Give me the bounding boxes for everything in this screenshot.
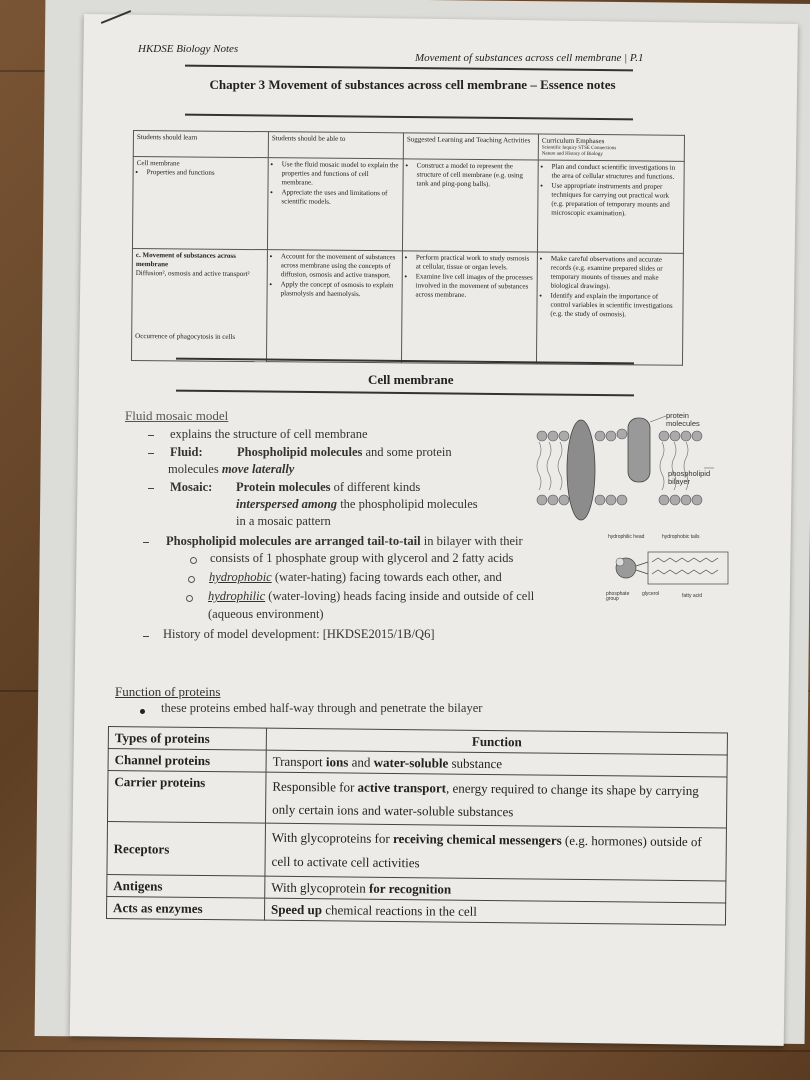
bold-italic-text: move laterally xyxy=(221,462,295,476)
phospholipid-molecule-diagram xyxy=(606,546,734,596)
text-line xyxy=(209,569,502,586)
text-line xyxy=(166,533,523,550)
text-span: in bilayer with their xyxy=(420,534,523,548)
bullet-dot xyxy=(140,709,145,714)
circle-bullet xyxy=(190,557,197,564)
text-line xyxy=(168,461,294,478)
text-span: , energy required to change its shape by carrying only certain ions and water-soluble substances xyxy=(272,780,699,820)
bold-text: Speed up xyxy=(271,901,323,918)
list-item: • Use appropriate instruments and proper techniques for carrying out practical work (e.g. preparation of temporary mounts and microscopic examination). xyxy=(551,182,680,219)
glycerol-label: glycerol xyxy=(642,591,660,597)
chapter-title: Chapter 3 Movement of substances across cell membrane – Essence notes xyxy=(209,77,616,92)
text-line: in a mosaic pattern xyxy=(236,514,331,528)
underlined-term: hydrophobic xyxy=(209,570,272,584)
curriculum-cell xyxy=(266,250,402,363)
table-row xyxy=(107,771,727,828)
bold-text: Phospholipid molecules are arranged tail-to-tail xyxy=(166,534,421,548)
history-text: History of model development: [HKDSE2015/1B/Q6] xyxy=(163,627,435,641)
bold-text: for recognition xyxy=(368,880,452,897)
proteins-bullet-text: these proteins embed half-way through and penetrate the bilayer xyxy=(161,701,483,715)
table-header: Types of proteins xyxy=(108,727,266,751)
bold-text: active transport xyxy=(357,779,447,796)
protein-type: Receptors xyxy=(107,822,266,877)
bold-text: ions xyxy=(325,754,349,770)
dash-bullet xyxy=(148,435,154,436)
fatty-acid-label: fatty acid xyxy=(682,593,703,599)
list-item: • Account for the movement of substances across membrane using the concepts of diffusion, osmosis and active transport. xyxy=(281,252,399,280)
protein-type: Carrier proteins xyxy=(107,771,266,824)
text-span: and xyxy=(348,754,374,770)
text-line xyxy=(170,479,212,496)
hydrophilic-head-label: hydrophilic head xyxy=(608,534,645,540)
table-header: Function xyxy=(266,728,727,755)
fluid-mosaic-title: Fluid mosaic model xyxy=(125,408,229,423)
curriculum-cell xyxy=(537,160,684,253)
curriculum-cell xyxy=(401,251,537,364)
protein-type: Acts as enzymes xyxy=(106,896,264,920)
cell-text: Occurrence of phagocytosis in cells xyxy=(135,332,236,341)
text-line xyxy=(170,444,203,461)
cell-title: Cell membrane xyxy=(136,159,180,168)
text-line: (aqueous environment) xyxy=(208,607,324,621)
phosphate-group-label: phosphate group xyxy=(606,591,630,602)
table-row xyxy=(107,822,727,881)
bold-text: Phospholipid molecules xyxy=(237,445,363,459)
text-line xyxy=(236,479,420,496)
cell-text: Diffusion², osmosis and active transport² xyxy=(135,269,250,279)
curriculum-cell xyxy=(132,157,268,250)
protein-function xyxy=(264,898,725,925)
text-span: the phospholipid molecules xyxy=(337,497,478,511)
text-line xyxy=(237,444,452,461)
bold-text: water-soluble xyxy=(373,754,449,771)
text-line: explains the structure of cell membrane xyxy=(170,427,368,441)
title-rule xyxy=(185,114,633,121)
text-line xyxy=(236,496,478,513)
text-span: molecules xyxy=(168,462,222,476)
header-right: Movement of substances across cell membrane | P.1 xyxy=(415,52,644,64)
protein-type: Antigens xyxy=(107,874,265,898)
list-item: • Properties and functions xyxy=(147,168,265,178)
list-item: • Construct a model to represent the structure of cell membrane (e.g. using tank and ping-pong balls). xyxy=(417,161,535,189)
curriculum-cell xyxy=(402,159,538,252)
curriculum-header: Students should be able to xyxy=(268,132,403,159)
dash-bullet xyxy=(143,636,149,637)
function-of-proteins-title: Function of proteins xyxy=(115,684,221,699)
text-span: With glycoproteins for xyxy=(271,829,394,846)
text-span: chemical reactions in the cell xyxy=(321,902,477,919)
text-span: (water-hating) facing towards each other, and xyxy=(271,570,502,584)
list-item: • Apply the concept of osmosis to explain plasmolysis and haemolysis. xyxy=(281,280,399,299)
protein-molecules-label: protein molecules xyxy=(666,411,700,428)
curriculum-cell xyxy=(131,248,267,361)
proteins-table xyxy=(106,726,728,925)
section-title-cell-membrane: Cell membrane xyxy=(368,372,454,387)
underlined-term: hydrophilic xyxy=(208,589,266,603)
list-item: • Use the fluid mosaic model to explain the properties and functions of cell membrane. xyxy=(282,160,400,188)
protein-function xyxy=(265,772,727,828)
legend-text: Nature and History of Biology xyxy=(541,151,603,158)
section-rule xyxy=(176,390,634,397)
bold-text: receiving chemical messengers xyxy=(392,830,562,848)
curriculum-cell xyxy=(267,158,403,251)
bold-italic-text: interspersed among xyxy=(236,497,338,511)
list-item: • Identify and explain the importance of control variables in scientific investigations (e.g. the study of osmosis). xyxy=(550,292,679,320)
curriculum-header-text: Curriculum Emphases xyxy=(541,136,605,146)
dash-bullet xyxy=(143,542,149,543)
dash-bullet xyxy=(148,488,154,489)
dash-bullet xyxy=(148,453,154,454)
list-item: • Make careful observations and accurate records (e.g. examine prepared slides or temporary mounts of tissues and make biological drawings). xyxy=(551,255,680,292)
text-span: substance xyxy=(448,755,503,772)
text-span: (e.g. hormones) outside of cell to activate cell activities xyxy=(271,832,702,871)
circle-bullet xyxy=(188,576,195,583)
phospholipid-bilayer-label: phospholipid bilayer xyxy=(668,469,711,486)
curriculum-cell xyxy=(536,252,683,365)
text-span: and some protein xyxy=(362,445,452,459)
text-span: Responsible for xyxy=(272,778,358,795)
legend-text: Scientific Inquiry STSE Connections xyxy=(541,145,617,152)
text-span: (water-loving) heads facing inside and outside of cell xyxy=(265,589,535,603)
cell-title: c. Movement of substances across membrane xyxy=(135,251,236,269)
text-span: Transport xyxy=(272,753,327,770)
protein-function xyxy=(265,823,727,881)
list-item: • Plan and conduct scientific investigations in the area of cellular structures and functions. xyxy=(552,163,681,182)
text-span: With glycoprotein xyxy=(271,879,370,896)
curriculum-table xyxy=(131,130,685,366)
label-mosaic: Mosaic: xyxy=(170,480,213,494)
hydrophobic-tails-label: hydrophobic tails xyxy=(662,534,700,540)
list-item: • Appreciate the uses and limitations of scientific models. xyxy=(281,188,399,207)
curriculum-header xyxy=(538,134,684,161)
curriculum-header: Suggested Learning and Teaching Activities xyxy=(403,133,538,160)
label-fluid: Fluid: xyxy=(170,445,203,459)
circle-bullet xyxy=(186,595,193,602)
header-left: HKDSE Biology Notes xyxy=(138,43,239,55)
bold-text: Protein molecules xyxy=(236,480,331,494)
protein-type: Channel proteins xyxy=(108,749,266,773)
header-rule xyxy=(185,65,633,72)
text-line: consists of 1 phosphate group with glycerol and 2 fatty acids xyxy=(210,551,514,565)
curriculum-header: Students should learn xyxy=(133,131,268,158)
text-span: of different kinds xyxy=(330,480,421,494)
list-item: • Examine live cell images of the processes involved in the movement of substances across membrane. xyxy=(416,272,534,300)
list-item: • Perform practical work to study osmosis at cellular, tissue or organ levels. xyxy=(416,253,534,272)
text-line xyxy=(208,588,534,605)
